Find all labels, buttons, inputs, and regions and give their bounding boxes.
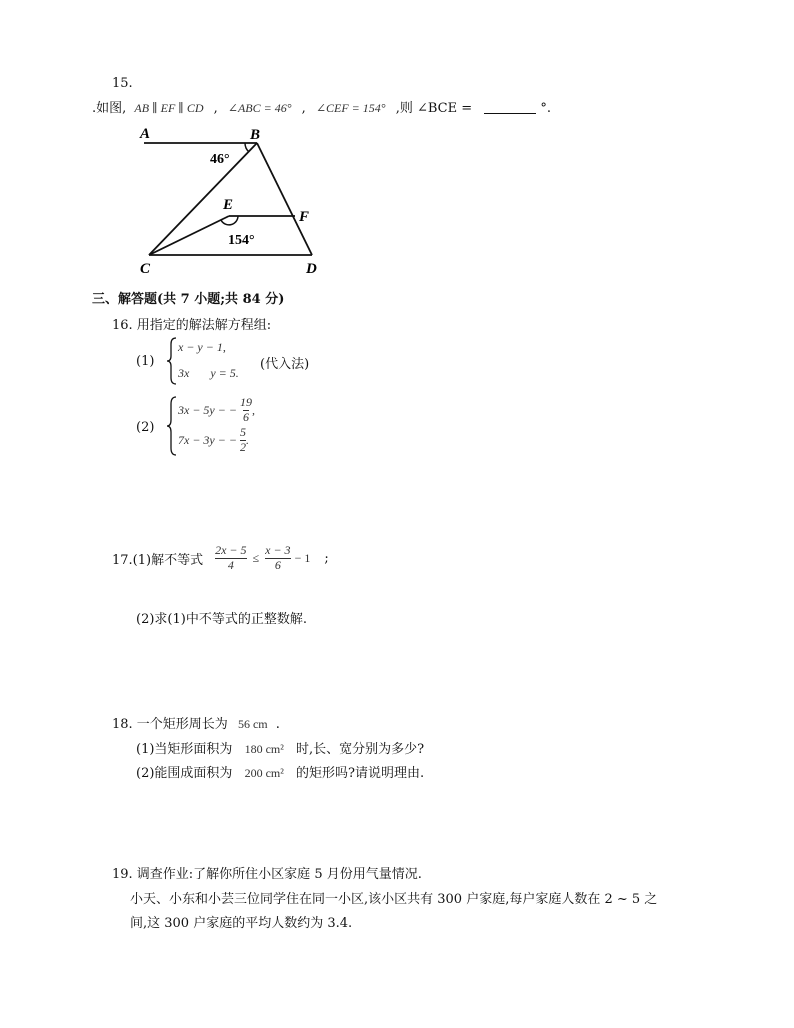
q17-lhs-denominator: 4 xyxy=(227,557,234,572)
q15-comma: , xyxy=(213,101,218,116)
q15-condition-abc: ∠ABC = 46° xyxy=(227,101,292,115)
angle-b-label: 46° xyxy=(210,152,230,167)
q15-answer-blank[interactable] xyxy=(484,101,536,114)
q18-part2-a: (2)能围成面积为 xyxy=(136,766,233,781)
q17-end: ; xyxy=(324,550,329,566)
q18-part1-c: 时,长、宽分别为多少? xyxy=(295,742,425,757)
q18-part2-c: 的矩形吗?请说明理由. xyxy=(295,766,425,781)
q16-part2-label: (2) xyxy=(136,420,155,435)
q16-part2-eq2 xyxy=(178,426,249,455)
q17-lhs-numerator: 2x − 5 xyxy=(215,543,247,557)
q16-stem: 16. 用指定的解法解方程组: xyxy=(112,318,272,333)
q16-part1-label: (1) xyxy=(136,354,155,369)
q17-lhs-fraction xyxy=(215,544,246,573)
q16-part2-eq2-lhs: 7x − 3y − − xyxy=(178,432,237,447)
segment-bd xyxy=(257,143,312,255)
q16-part1-eq1: x − y − 1, xyxy=(178,340,226,354)
label-f: F xyxy=(299,209,310,225)
angle-e-label: 154° xyxy=(228,233,255,248)
q17-rhs-fraction xyxy=(265,544,290,573)
q15-number: 15. xyxy=(112,76,133,91)
q16-part1-brace xyxy=(166,336,178,386)
segment-ce xyxy=(149,216,229,255)
q15-prefix: .如图, xyxy=(92,101,127,116)
q17-stem: 17.(1)解不等式 xyxy=(112,552,204,568)
q19-stem: 19. 调查作业:了解你所住小区家庭 5 月份用气量情况. xyxy=(112,867,422,882)
q18-part1-area: 180 cm² xyxy=(244,742,284,756)
q16-part2-eq1-tail: , xyxy=(251,402,255,417)
q15-suffix: °. xyxy=(540,101,552,116)
q16-part1-method: (代入法) xyxy=(260,357,310,372)
q17-line1 xyxy=(112,544,329,573)
q16-part2-eq1-denominator: 6 xyxy=(242,409,249,424)
q15-comma: , xyxy=(301,101,306,116)
q16-part2-eq2-denominator: 2 xyxy=(239,439,246,454)
q18-part1-a: (1)当矩形面积为 xyxy=(136,742,233,757)
angle-arc-e xyxy=(221,216,238,225)
label-d: D xyxy=(306,261,317,277)
q19-line2: 小天、小东和小芸三位同学住在同一小区,该小区共有 300 户家庭,每户家庭人数在 2 ~ 5 之 xyxy=(130,892,658,907)
q18-part1 xyxy=(136,738,424,757)
q16-part2-eq1-fraction xyxy=(240,396,252,425)
q16-part1-eq2-b: y = 5. xyxy=(210,366,239,380)
label-b: B xyxy=(250,127,261,143)
q17-part2: (2)求(1)中不等式的正整数解. xyxy=(136,612,307,627)
q15-condition-cef: ∠CEF = 154° xyxy=(315,101,386,115)
q15-geometry-figure xyxy=(132,120,332,280)
q17-rhs-tail: − 1 xyxy=(294,550,311,565)
q18-stem-c: . xyxy=(275,717,280,732)
label-c: C xyxy=(140,261,151,277)
q17-rhs-denominator: 6 xyxy=(274,557,281,572)
q17-relation: ≤ xyxy=(252,550,260,565)
q16-part2-eq1-lhs: 3x − 5y − − xyxy=(178,402,237,417)
q15-ask: ,则 ∠BCE = xyxy=(395,101,473,116)
q18-part2-area: 200 cm² xyxy=(244,766,284,780)
q16-part2-eq2-numerator: 5 xyxy=(239,425,246,439)
label-e: E xyxy=(223,197,234,213)
q16-part1-eq2 xyxy=(178,366,239,381)
q15-stem xyxy=(92,97,551,116)
label-a: A xyxy=(140,126,151,142)
angle-arc-b xyxy=(245,143,249,152)
q16-part1-eq2-a: 3x xyxy=(178,366,190,380)
q18-part2 xyxy=(136,762,424,781)
q16-part2-eq1 xyxy=(178,396,255,425)
q18-stem xyxy=(112,713,280,732)
section-heading: 三、解答题(共 7 小题;共 84 分) xyxy=(92,292,285,307)
q19-line3: 间,这 300 户家庭的平均人数约为 3.4. xyxy=(130,916,353,931)
q17-rhs-numerator: x − 3 xyxy=(265,543,291,557)
q18-stem-a: 18. 一个矩形周长为 xyxy=(112,717,228,732)
q16-part2-brace xyxy=(166,395,178,457)
q18-perimeter: 56 cm xyxy=(237,717,268,731)
q16-part2-eq2-tail: . xyxy=(245,432,249,447)
q16-part2-eq1-numerator: 19 xyxy=(239,395,252,409)
q15-condition-parallel: AB ∥ EF ∥ CD xyxy=(134,101,204,115)
